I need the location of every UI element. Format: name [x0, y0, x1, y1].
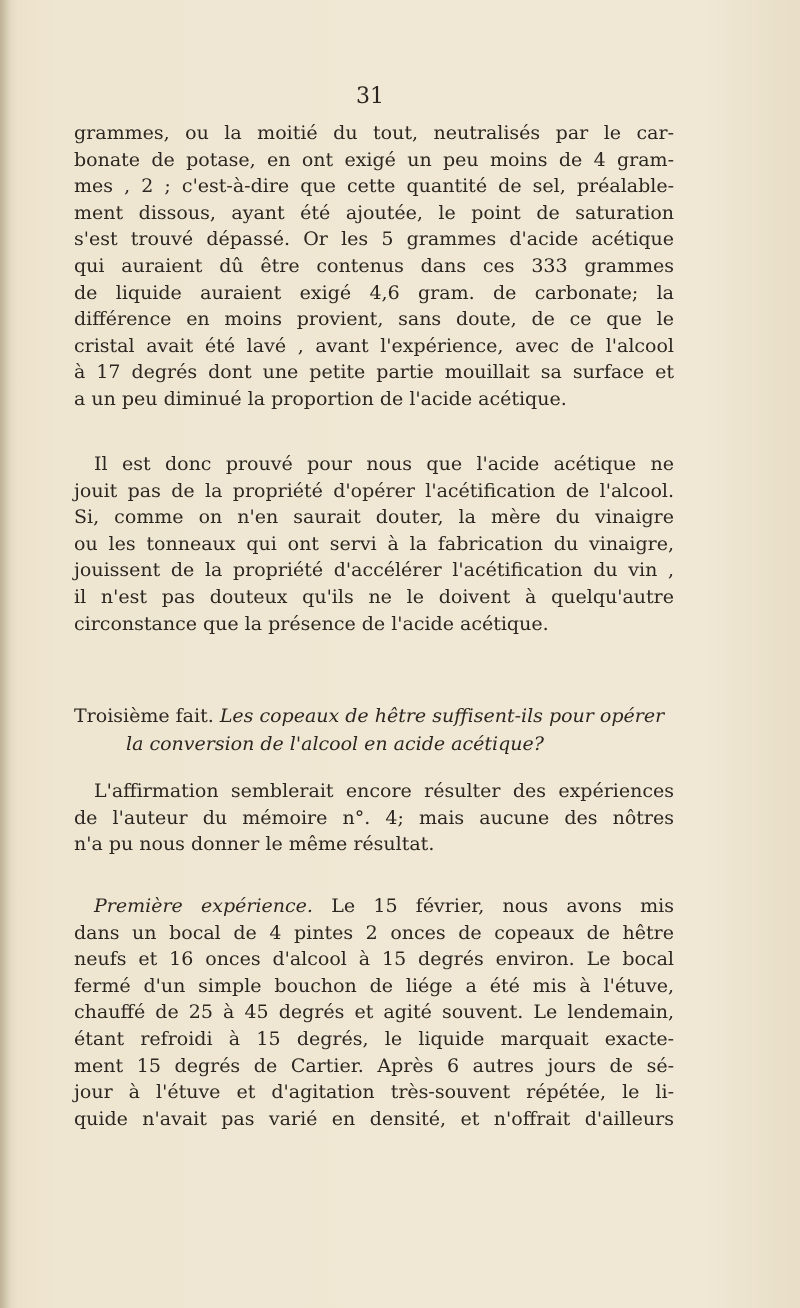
text-line: de l'auteur du mémoire n°. 4; mais aucune des nôtres	[74, 806, 674, 829]
text-line: n'a pu nous donner le même résultat.	[74, 833, 435, 856]
text-line: jour à l'étuve et d'agitation très-souvent répétée, le li-	[74, 1081, 674, 1104]
text-line: à 17 degrés dont une petite partie mouillait sa surface et	[74, 361, 674, 384]
text-line: il n'est pas douteux qu'ils ne le doivent à quelqu'autre	[74, 585, 674, 608]
paragraph-1	[74, 120, 674, 413]
text-line: ou les tonneaux qui ont servi à la fabrication du vinaigre,	[74, 532, 674, 555]
text-line: s'est trouvé dépassé. Or les 5 grammes d'acide acétique	[74, 228, 674, 251]
text-line: jouissent de la propriété d'accélérer l'acétification du vin ,	[74, 559, 674, 582]
page-spine-shadow	[0, 0, 10, 1308]
text-line: de liquide auraient exigé 4,6 gram. de carbonate; la	[74, 281, 674, 304]
text-line: cristal avait été lavé , avant l'expérience, avec de l'alcool	[74, 334, 674, 357]
text-line: fermé d'un simple bouchon de liége a été mis à l'étuve,	[74, 974, 674, 997]
paragraph-3	[74, 778, 674, 858]
text-line: Il est donc prouvé pour nous que l'acide acétique ne	[94, 453, 674, 475]
paragraph-2	[74, 451, 674, 637]
text-line: différence en moins provient, sans doute, de ce que le	[74, 308, 674, 331]
text-line: a un peu diminué la proportion de l'acide acétique.	[74, 387, 567, 410]
text-line: quide n'avait pas varié en densité, et n'offrait d'ailleurs	[74, 1107, 674, 1130]
text-line: L'affirmation semblerait encore résulter des expériences	[94, 780, 674, 802]
paragraph-4-first-line	[74, 893, 674, 920]
text-line: bonate de potase, en ont exigé un peu moins de 4 gram-	[74, 148, 674, 171]
text-line: neufs et 16 onces d'alcool à 15 degrés environ. Le bocal	[74, 948, 674, 971]
text-line: circonstance que la présence de l'acide acétique.	[74, 612, 549, 635]
experiment-lead: Première expérience.	[94, 895, 313, 917]
text-line: jouit pas de la propriété d'opérer l'acétification de l'alcool.	[74, 479, 674, 502]
question-line-2: la conversion de l'alcool en acide acétique?	[126, 733, 544, 755]
text-line: ment dissous, ayant été ajoutée, le point de saturation	[74, 201, 674, 224]
text-line: Si, comme on n'en saurait douter, la mère du vinaigre	[74, 506, 674, 529]
text-line: dans un bocal de 4 pintes 2 onces de copeaux de hêtre	[74, 921, 674, 944]
text-line: chauffé de 25 à 45 degrés et agité souvent. Le lendemain,	[74, 1001, 674, 1024]
question-label: Troisième fait.	[74, 705, 214, 727]
paragraph-4	[74, 893, 674, 1132]
text-line: mes , 2 ; c'est-à-dire que cette quantité de sel, préalable-	[74, 175, 674, 198]
text-line: ment 15 degrés de Cartier. Après 6 autres jours de sé-	[74, 1054, 674, 1077]
text-line: grammes, ou la moitié du tout, neutralisés par le car-	[74, 122, 674, 144]
page-number: 31	[356, 84, 384, 109]
question-line-1: Les copeaux de hêtre suffisent-ils pour opérer	[219, 705, 665, 727]
experiment-lead-rest: Le 15 février, nous avons mis	[331, 895, 674, 917]
text-line: étant refroidi à 15 degrés, le liquide marquait exacte-	[74, 1027, 674, 1050]
text-line: qui auraient dû être contenus dans ces 333 grammes	[74, 254, 674, 277]
question-heading	[74, 702, 674, 758]
